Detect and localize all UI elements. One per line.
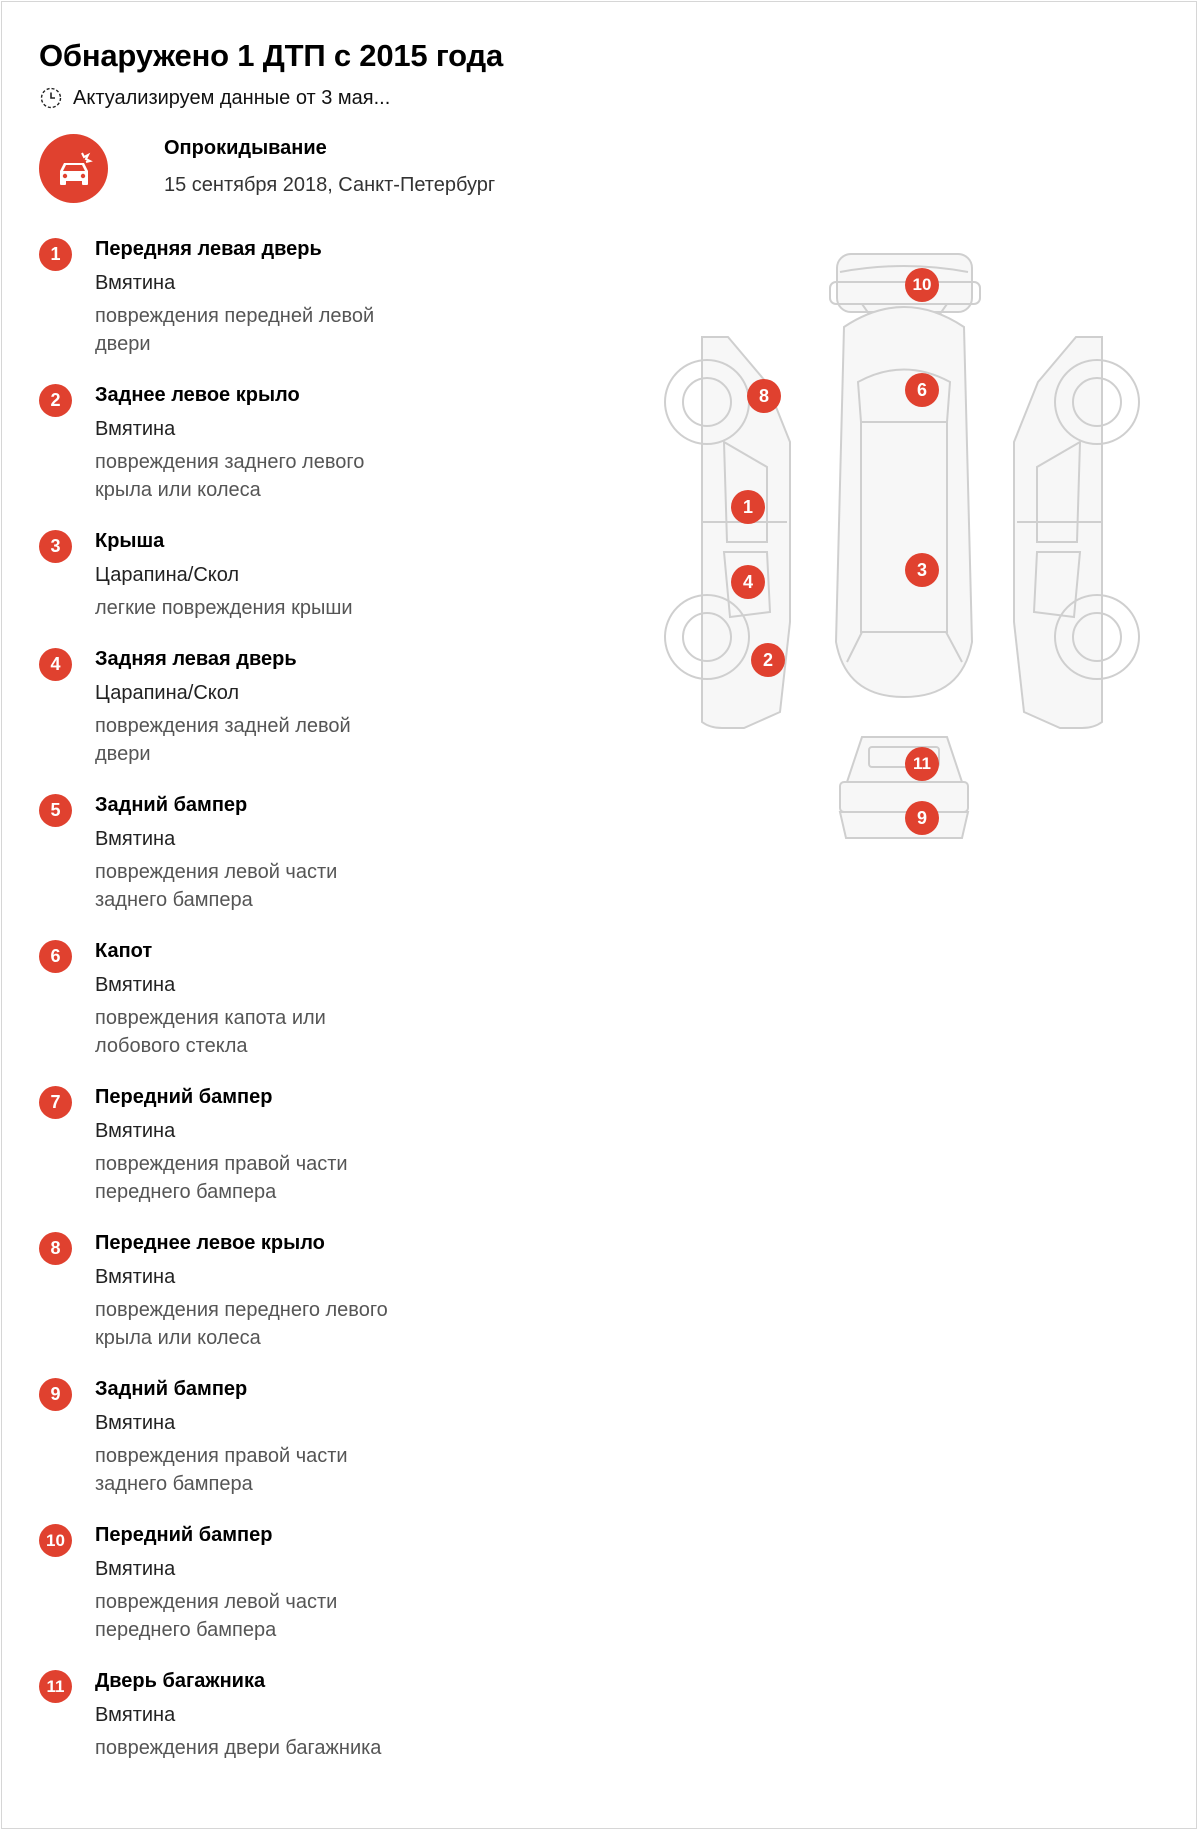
damage-part: Капот <box>95 940 153 962</box>
damage-item <box>39 792 599 914</box>
damage-description: повреждения переднего левого крыла или колеса <box>95 1299 388 1349</box>
damage-part: Дверь багажника <box>95 1670 266 1692</box>
damage-part: Заднее левое крыло <box>95 384 300 406</box>
damage-number-badge: 3 <box>39 530 72 563</box>
damage-description: повреждения правой части заднего бампера <box>95 1445 348 1495</box>
accident-history-card <box>1 1 1197 1829</box>
damage-part: Задний бампер <box>95 794 248 816</box>
damage-description: повреждения передней левой двери <box>95 305 375 355</box>
damage-marker[interactable]: 2 <box>751 643 785 677</box>
damage-number-badge: 11 <box>39 1670 72 1703</box>
damage-item <box>39 382 599 504</box>
damage-description: повреждения левой части переднего бампера <box>95 1591 338 1641</box>
damage-part: Передний бампер <box>95 1524 273 1546</box>
damage-description: повреждения левой части заднего бампера <box>95 861 338 911</box>
damage-marker[interactable]: 4 <box>731 565 765 599</box>
car-damage-diagram <box>662 242 1142 852</box>
damage-part: Передний бампер <box>95 1086 273 1108</box>
car-top-view <box>836 307 972 697</box>
damage-list <box>39 236 599 1786</box>
damage-description: повреждения двери багажника <box>95 1737 382 1759</box>
damage-description: повреждения заднего левого крыла или колеса <box>95 451 365 501</box>
damage-type: Вмятина <box>95 974 176 996</box>
car-crash-icon <box>39 134 108 203</box>
damage-description: повреждения задней левой двери <box>95 715 351 765</box>
damage-number-badge: 10 <box>39 1524 72 1557</box>
damage-marker[interactable]: 3 <box>905 553 939 587</box>
damage-item <box>39 236 599 358</box>
damage-item <box>39 1668 599 1762</box>
damage-number-badge: 7 <box>39 1086 72 1119</box>
car-right-side-view <box>1014 337 1139 728</box>
damage-description: повреждения правой части переднего бампера <box>95 1153 348 1203</box>
damage-number-badge: 2 <box>39 384 72 417</box>
damage-number-badge: 5 <box>39 794 72 827</box>
damage-description: легкие повреждения крыши <box>95 597 353 619</box>
damage-item <box>39 528 599 622</box>
page-title: Обнаружено 1 ДТП с 2015 года <box>39 38 504 73</box>
damage-part: Переднее левое крыло <box>95 1232 325 1254</box>
damage-number-badge: 8 <box>39 1232 72 1265</box>
damage-marker[interactable]: 10 <box>905 268 939 302</box>
damage-part: Задний бампер <box>95 1378 248 1400</box>
damage-type: Вмятина <box>95 1704 176 1726</box>
incident-type: Опрокидывание <box>164 137 327 159</box>
damage-number-badge: 6 <box>39 940 72 973</box>
damage-type: Вмятина <box>95 1120 176 1142</box>
damage-type: Царапина/Скол <box>95 564 240 586</box>
damage-type: Вмятина <box>95 1412 176 1434</box>
damage-part: Передняя левая дверь <box>95 238 322 260</box>
damage-item <box>39 1230 599 1352</box>
damage-item <box>39 1084 599 1206</box>
damage-marker[interactable]: 8 <box>747 379 781 413</box>
damage-item <box>39 646 599 768</box>
update-status-text: Актуализируем данные от 3 мая... <box>73 86 391 109</box>
damage-marker[interactable]: 6 <box>905 373 939 407</box>
damage-number-badge: 4 <box>39 648 72 681</box>
damage-item <box>39 1522 599 1644</box>
damage-type: Вмятина <box>95 272 176 294</box>
damage-type: Вмятина <box>95 1266 176 1288</box>
damage-number-badge: 1 <box>39 238 72 271</box>
damage-marker[interactable]: 11 <box>905 747 939 781</box>
damage-type: Царапина/Скол <box>95 682 240 704</box>
car-outline-drawing <box>662 242 1142 852</box>
update-status <box>39 86 390 110</box>
damage-marker[interactable]: 9 <box>905 801 939 835</box>
damage-type: Вмятина <box>95 418 176 440</box>
damage-part: Задняя левая дверь <box>95 648 297 670</box>
incident-summary <box>39 134 495 203</box>
car-rear-view <box>840 737 968 838</box>
damage-item <box>39 1376 599 1498</box>
damage-part: Крыша <box>95 530 165 552</box>
damage-number-badge: 9 <box>39 1378 72 1411</box>
damage-type: Вмятина <box>95 828 176 850</box>
incident-date-location: 15 сентября 2018, Санкт-Петербург <box>164 174 496 196</box>
damage-marker[interactable]: 1 <box>731 490 765 524</box>
damage-type: Вмятина <box>95 1558 176 1580</box>
clock-icon <box>39 86 63 110</box>
damage-description: повреждения капота или лобового стекла <box>95 1007 326 1057</box>
damage-item <box>39 938 599 1060</box>
